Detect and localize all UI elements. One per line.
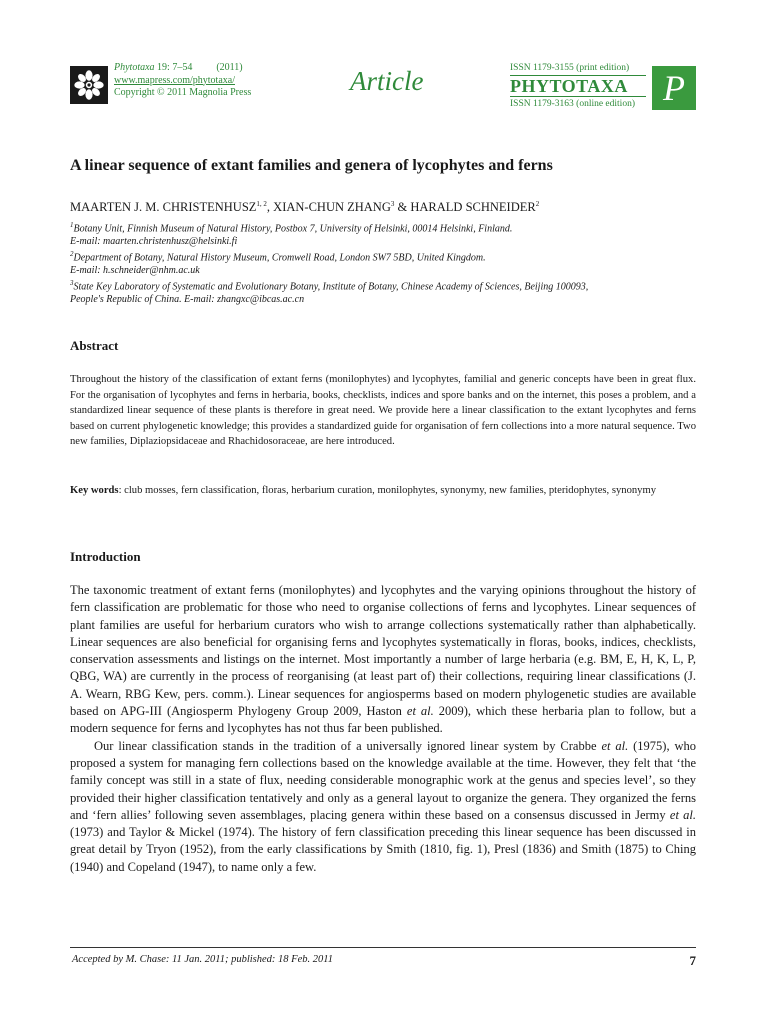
paragraph-text: (1973) and Taylor & Mickel (1974). The history of fern classification preceding this linear sequence has been discussed in great detail by Tryon (1952), from the early classifications by Smith (1810, fig. 1), Presl (1836) and Smith (1875) to Ching (1940) and Copeland (1947), to name only a few. — [70, 825, 696, 874]
paragraph-text: Our linear classification stands in the tradition of a universally ignored linear system by Crabbe — [94, 738, 602, 753]
paragraph — [70, 738, 696, 876]
abstract-heading: Abstract — [70, 338, 119, 353]
issn-online: ISSN 1179-3163 (online edition) — [510, 99, 635, 109]
journal-name: Phytotaxa — [114, 62, 155, 73]
author-affil-sup: 3 — [390, 200, 395, 208]
affiliation-line — [70, 219, 696, 236]
et-al: et al. — [669, 807, 697, 822]
footer-divider — [70, 947, 696, 948]
affiliation-line — [70, 277, 696, 294]
issn-print: ISSN 1179-3155 (print edition) — [510, 63, 630, 73]
author-list — [70, 200, 696, 215]
author-separator: , — [266, 200, 274, 215]
affiliation-email: E-mail: h.schneider@nhm.ac.uk — [70, 264, 200, 276]
journal-header — [70, 62, 696, 112]
author-affil-sup: 2 — [535, 200, 540, 208]
affiliation-text: Department of Botany, Natural History Museum, Cromwell Road, London SW7 5BD, United Kingdom. — [73, 252, 486, 264]
keywords-text: : club mosses, fern classification, floras, herbarium curation, monilophytes, synonymy, new families, pteridophytes, synonymy — [118, 485, 656, 496]
keywords-label: Key words — [70, 485, 119, 496]
issn-block — [510, 62, 646, 110]
journal-brand: PHYTOTAXA — [510, 75, 646, 97]
author-name: HARALD SCHNEIDER — [410, 200, 536, 215]
affiliation-line — [70, 294, 696, 306]
introduction-heading: Introduction — [70, 549, 141, 564]
affiliation-email: E-mail: maarten.christenhusz@helsinki.fi — [70, 235, 238, 247]
author-affil-sup: 1, 2 — [256, 200, 267, 208]
affiliation-email: People's Republic of China. E-mail: zhangxc@ibcas.ac.cn — [70, 294, 305, 306]
keywords — [70, 483, 696, 499]
paragraph-text: The taxonomic treatment of extant ferns (monilophytes) and lycophytes and the varying opinions throughout the history of fern classification are problematic for those who need to organise collections of ferns and lycophytes. Linear sequences of plant families are useful for herbarium curators who wish to arrange collections systematically rather than alphabetically. Linear sequences are also beneficial for organising ferns and lycophytes systematically in floras, books, indices, checklists, conservation assessments and listings on the internet. Most importantly a number of large herbaria (e.g. BM, E, H, K, L, P, QBG, WA) are currently in the process of reorganising (at least part of) their collections, requiring linear classifications (J. A. Wearn, RBG Kew, pers. comm.). Linear sequences for angiosperms based on modern phylogenetic studies are available based on APG-III (Angiosperm Phylogeny Group 2009, Haston — [70, 583, 696, 719]
acceptance-note: Accepted by M. Chase: 11 Jan. 2011; published: 18 Feb. 2011 — [72, 954, 333, 965]
affiliation-sup: 3 — [70, 279, 74, 288]
abstract-text: Throughout the history of the classification of extant ferns (monilophytes) and lycophytes, familial and generic concepts have been in great flux. For the organisation of lycophytes and ferns in herbaria, books, checklists, indices and spore banks and on the internet, this poses a problem, and a standardized linear sequence of these plants is therefore in great need. We provide here a linear classification to the extant lycophytes and ferns based on current phylogenetic knowledge; this provides a standardized guide for organisation of fern collections into a more natural sequence. Two new families, Diplaziopsidaceae and Rhachidosoraceae, are here introduced. — [70, 374, 696, 447]
paragraph-text: (1975), who proposed a system for managing fern collections based on the knowledge available at the time. However, they felt that ‘the family concept was still in a state of flux, needing considerable monographic work at the genus and species level’, so they provided their higher classification tentatively and only as a general layout to organize the genera. They organized the ferns and ‘fern allies’ following seven assemblages, placing genera within these based on a consensus discussed in Jermy — [70, 738, 696, 822]
volume-pages: 19: 7–54 — [157, 62, 193, 73]
author-separator: & — [394, 200, 411, 215]
journal-url-link[interactable]: www.mapress.com/phytotaxa/ — [114, 74, 235, 86]
introduction-body — [70, 582, 696, 876]
et-al: et al. — [601, 738, 629, 753]
paragraph — [70, 582, 696, 738]
affiliation-line — [70, 265, 696, 277]
paper-title: A linear sequence of extant families and genera of lycophytes and ferns — [70, 157, 553, 174]
flower-logo-icon — [70, 66, 108, 104]
affiliation-line — [70, 236, 696, 248]
affiliation-line — [70, 248, 696, 265]
phytotaxa-p-logo: P — [652, 66, 696, 110]
page-number: 7 — [689, 953, 696, 968]
paragraph-text: 2009), which these herbaria plan to follow, but a modern sequence for ferns and lycophytes has not thus far been published. — [70, 704, 696, 736]
affiliation-text: State Key Laboratory of Systematic and Evolutionary Botany, Institute of Botany, Chinese Academy of Sciences, Beijing 100093, — [73, 281, 589, 293]
publication-year: (2011) — [216, 62, 243, 73]
article-type-label: Article — [350, 66, 424, 96]
journal-citation — [114, 62, 251, 100]
et-al: et al. — [406, 704, 434, 719]
author-name: XIAN-CHUN ZHANG — [273, 200, 391, 215]
affiliation-sup: 2 — [70, 250, 74, 259]
copyright-notice: Copyright © 2011 Magnolia Press — [114, 87, 252, 98]
affiliation-text: Botany Unit, Finnish Museum of Natural History, Postbox 7, University of Helsinki, 00014 Helsinki, Finland. — [73, 223, 513, 235]
affiliation-sup: 1 — [70, 221, 74, 229]
affiliations — [70, 219, 696, 306]
author-name: MAARTEN J. M. CHRISTENHUSZ — [70, 200, 257, 215]
